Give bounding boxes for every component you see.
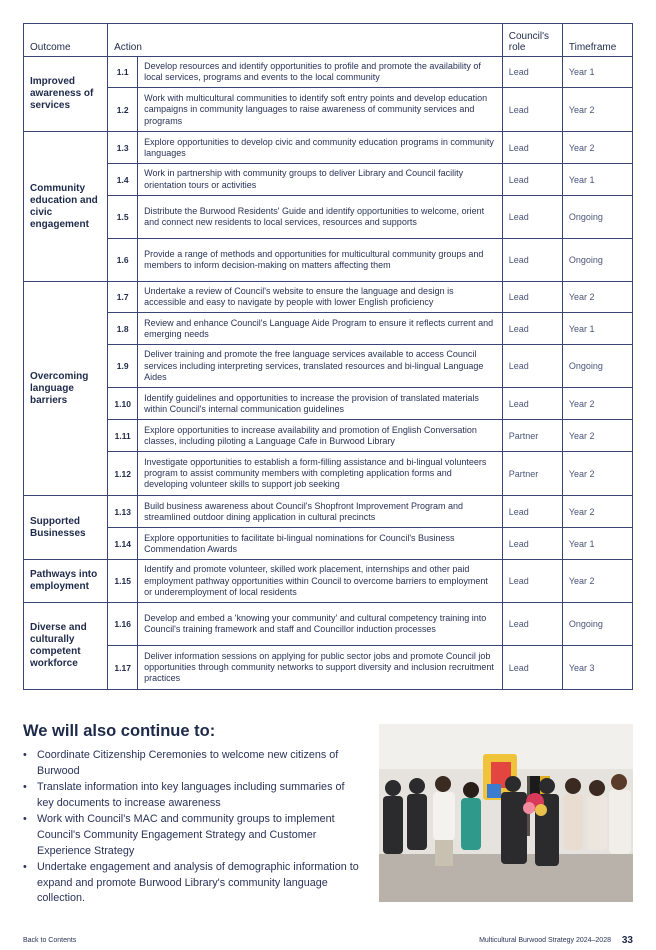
action-number: 1.7 <box>108 281 138 312</box>
council-role: Lead <box>502 132 562 164</box>
timeframe: Ongoing <box>562 345 632 388</box>
table-row <box>24 281 633 312</box>
action-description: Identify guidelines and opportunities to increase the provision of translated materials within Council's internal communication guidelines <box>138 388 503 420</box>
timeframe: Year 2 <box>562 560 632 603</box>
outcome-cell: Improved awareness of services <box>24 57 108 132</box>
action-description: Explore opportunities to increase availability and promotion of English Conversation classes, including piloting a Language Cafe in Burwood Library <box>138 420 503 452</box>
timeframe: Ongoing <box>562 195 632 238</box>
header-timeframe: Timeframe <box>562 24 632 57</box>
list-item <box>23 780 363 811</box>
page-footer <box>23 935 633 949</box>
table-row <box>24 496 633 528</box>
list-item-text: Coordinate Citizenship Ceremonies to welcome new citizens of Burwood <box>37 749 339 777</box>
table-row <box>24 238 633 281</box>
timeframe: Year 2 <box>562 132 632 164</box>
timeframe: Ongoing <box>562 603 632 646</box>
outcome-cell: Supported Businesses <box>24 496 108 560</box>
action-number: 1.5 <box>108 195 138 238</box>
action-number: 1.6 <box>108 238 138 281</box>
action-description: Distribute the Burwood Residents' Guide and identify opportunities to welcome, orient and connect new residents to local services, resources and supports <box>138 195 503 238</box>
list-item <box>23 748 363 779</box>
action-number: 1.10 <box>108 388 138 420</box>
action-number: 1.4 <box>108 164 138 195</box>
list-item-text: Work with Council's MAC and community groups to implement Council's Community Engagement Strategy and Customer Experience Strategy <box>37 813 335 857</box>
council-role: Lead <box>502 603 562 646</box>
council-role: Lead <box>502 238 562 281</box>
list-item-text: Translate information into key languages including summaries of key documents to increase awareness <box>37 781 345 809</box>
timeframe: Year 2 <box>562 88 632 132</box>
action-number: 1.2 <box>108 88 138 132</box>
action-number: 1.15 <box>108 560 138 603</box>
list-item-text: Undertake engagement and analysis of demographic information to expand and promote Burwood Library's community language collection. <box>37 861 359 905</box>
action-description: Undertake a review of Council's website to ensure the language and design is accessible and easy to navigate by people with lower English proficiency <box>138 281 503 312</box>
council-role: Lead <box>502 88 562 132</box>
action-description: Build business awareness about Council's Shopfront Improvement Program and streamlined outdoor dining application in cultural precincts <box>138 496 503 528</box>
council-role: Partner <box>502 420 562 452</box>
table-row <box>24 560 633 603</box>
header-role-line1: Council's <box>508 31 550 42</box>
header-role <box>502 24 562 57</box>
table-row <box>24 164 633 195</box>
action-description: Develop resources and identify opportunities to profile and promote the availability of local services, programs and events to the local community <box>138 57 503 88</box>
action-number: 1.11 <box>108 420 138 452</box>
council-role: Lead <box>502 528 562 560</box>
table-row <box>24 646 633 690</box>
action-number: 1.8 <box>108 313 138 345</box>
action-description: Investigate opportunities to establish a form-filling assistance and bi-lingual volunteers program to assist community members with completing application forms and developing volunteer skills to support job seeking <box>138 452 503 496</box>
action-number: 1.3 <box>108 132 138 164</box>
action-description: Work in partnership with community groups to deliver Library and Council facility orientation tours or activities <box>138 164 503 195</box>
council-role: Lead <box>502 496 562 528</box>
action-number: 1.9 <box>108 345 138 388</box>
action-description: Explore opportunities to develop civic and community education programs in community languages <box>138 132 503 164</box>
action-description: Provide a range of methods and opportunities for multicultural community groups and members to inform decision-making on matters affecting them <box>138 238 503 281</box>
header-role-line2: role <box>508 42 526 53</box>
bullet-icon: • <box>23 861 27 874</box>
timeframe: Year 2 <box>562 281 632 312</box>
document-title: Multicultural Burwood Strategy 2024–2028 <box>479 937 611 944</box>
timeframe: Year 1 <box>562 528 632 560</box>
outcome-cell: Diverse and culturally competent workforce <box>24 603 108 690</box>
outcome-cell: Community education and civic engagement <box>24 132 108 281</box>
action-description: Deliver training and promote the free language services available to access Council services including interpreting services, translated resources and bi-lingual Language Aides <box>138 345 503 388</box>
page-number: 33 <box>621 935 633 946</box>
continue-heading: We will also continue to: <box>23 722 216 740</box>
action-table-container <box>23 23 633 690</box>
table-row <box>24 452 633 496</box>
action-description: Deliver information sessions on applying for public sector jobs and promote Council job opportunities through community networks to support diversity and inclusion recruitment practices <box>138 646 503 690</box>
bullet-icon: • <box>23 749 27 761</box>
table-row <box>24 528 633 560</box>
action-description: Work with multicultural communities to identify soft entry points and develop education campaigns in community languages to raise awareness of community services and programs <box>138 88 503 132</box>
council-role: Lead <box>502 164 562 195</box>
council-role: Lead <box>502 57 562 88</box>
action-number: 1.12 <box>108 452 138 496</box>
council-role: Partner <box>502 452 562 496</box>
table-row <box>24 195 633 238</box>
action-number: 1.1 <box>108 57 138 88</box>
action-number: 1.16 <box>108 603 138 646</box>
bullet-icon: • <box>23 781 27 794</box>
timeframe: Year 2 <box>562 388 632 420</box>
list-item <box>23 860 363 907</box>
timeframe: Year 1 <box>562 313 632 345</box>
council-role: Lead <box>502 345 562 388</box>
continue-list <box>23 748 363 908</box>
list-item <box>23 812 363 859</box>
timeframe: Year 2 <box>562 496 632 528</box>
action-description: Explore opportunities to facilitate bi-lingual nominations for Council's Business Commendation Awards <box>138 528 503 560</box>
timeframe: Year 1 <box>562 164 632 195</box>
council-role: Lead <box>502 388 562 420</box>
back-to-contents-link[interactable]: Back to Contents <box>23 937 77 944</box>
bullet-icon: • <box>23 813 27 826</box>
council-role: Lead <box>502 313 562 345</box>
table-row <box>24 132 633 164</box>
table-row <box>24 603 633 646</box>
action-number: 1.17 <box>108 646 138 690</box>
timeframe: Year 2 <box>562 452 632 496</box>
council-role: Lead <box>502 281 562 312</box>
table-row <box>24 345 633 388</box>
council-role: Lead <box>502 560 562 603</box>
council-role: Lead <box>502 195 562 238</box>
action-description: Develop and embed a 'knowing your community' and cultural competency training into Council's training framework and staff and Councillor induction processes <box>138 603 503 646</box>
action-description: Review and enhance Council's Language Aide Program to ensure it reflects current and emerging needs <box>138 313 503 345</box>
timeframe: Year 1 <box>562 57 632 88</box>
table-row <box>24 88 633 132</box>
action-table <box>23 23 633 690</box>
action-number: 1.14 <box>108 528 138 560</box>
table-row <box>24 420 633 452</box>
council-role: Lead <box>502 646 562 690</box>
continue-section <box>23 722 633 912</box>
table-row <box>24 388 633 420</box>
table-row <box>24 57 633 88</box>
table-header-row <box>24 24 633 57</box>
table-row <box>24 313 633 345</box>
action-description: Identify and promote volunteer, skilled work placement, internships and other paid employment pathway opportunities within Council to overcome barriers to employment or underemployment of local residents <box>138 560 503 603</box>
header-action: Action <box>108 24 503 57</box>
group-photo <box>379 724 633 902</box>
group-photo-illustration <box>379 724 633 902</box>
header-outcome: Outcome <box>24 24 108 57</box>
action-number: 1.13 <box>108 496 138 528</box>
timeframe: Year 3 <box>562 646 632 690</box>
outcome-cell: Pathways into employment <box>24 560 108 603</box>
timeframe: Year 2 <box>562 420 632 452</box>
outcome-cell: Overcoming language barriers <box>24 281 108 495</box>
timeframe: Ongoing <box>562 238 632 281</box>
